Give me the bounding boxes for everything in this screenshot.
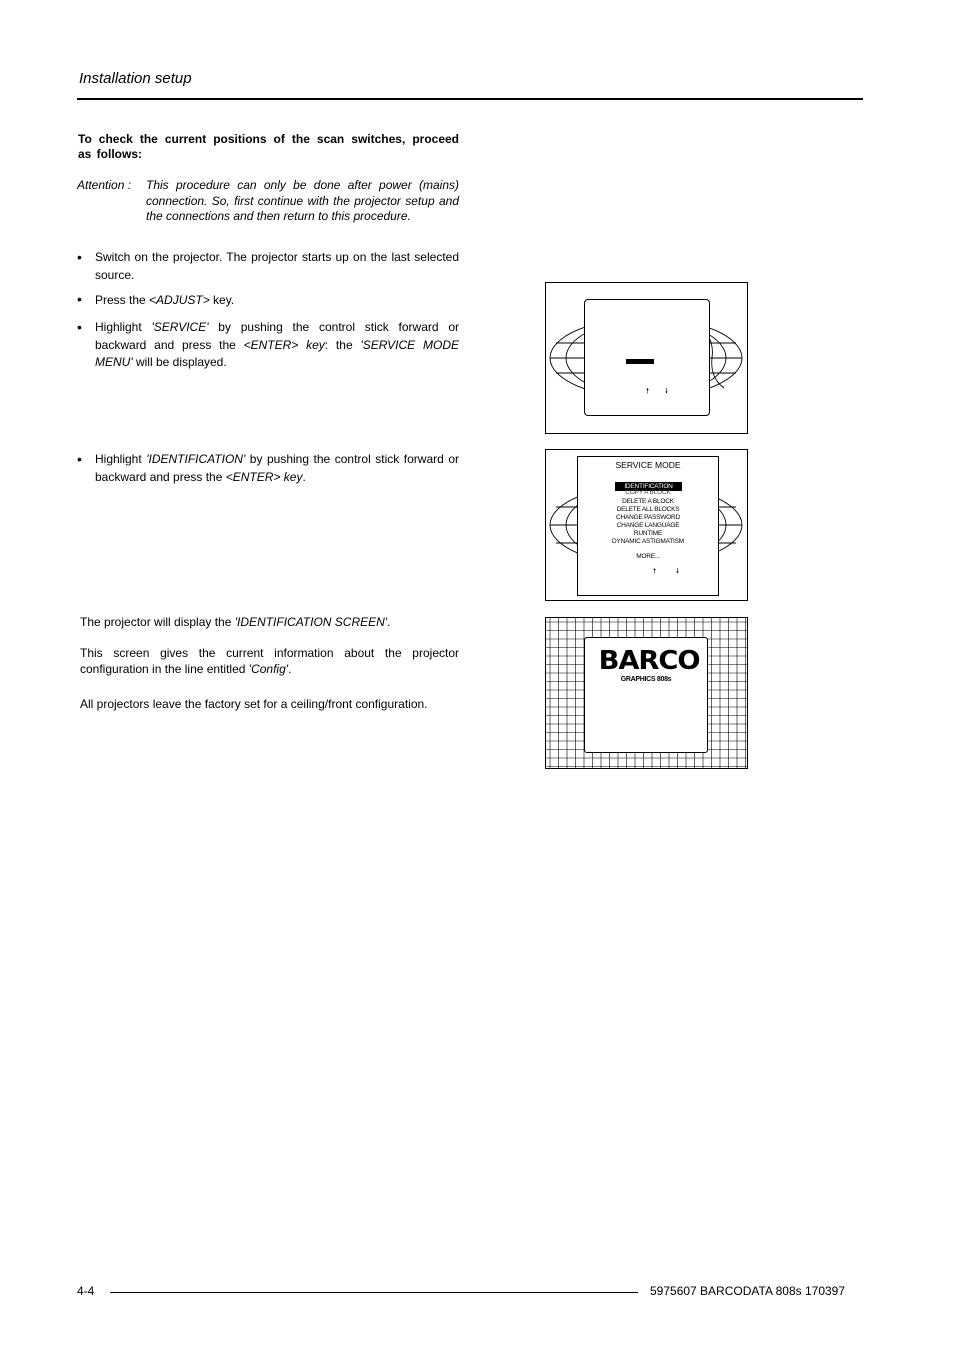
step-2-key: <ADJUST> xyxy=(149,293,210,307)
arrow-down-icon: 🠗 xyxy=(665,387,669,395)
step-3-key: <ENTER> key xyxy=(243,337,325,352)
attention-label: Attention : xyxy=(77,178,132,192)
step-2-text: Press the xyxy=(95,293,150,307)
step-3-menu: 'SERVICE MODE MENU' xyxy=(95,337,459,369)
paragraph-2-text: This screen gives the current information about the projector configuration in the line entitled xyxy=(80,646,459,676)
paragraph-2-text-end: . xyxy=(288,661,292,676)
service-mode-title: SERVICE MODE xyxy=(615,460,681,470)
bullet-icon: • xyxy=(77,451,82,467)
step-2-text-end: key. xyxy=(209,293,235,307)
step-4 xyxy=(95,451,459,486)
paragraph-3-text: All projectors leave the factory set for a ceiling/front configuration. xyxy=(80,697,428,711)
paragraph-3 xyxy=(80,697,459,713)
step-1-text: Switch on the projector. The projector starts up on the last selected source. xyxy=(95,250,459,282)
step-1 xyxy=(95,249,459,284)
menu-item-runtime[interactable]: RUNTIME xyxy=(633,530,663,537)
paragraph-1-text: The projector will display the xyxy=(80,615,235,629)
menu-item-delete-all-blocks[interactable]: DELETE ALL BLOCKS xyxy=(616,506,680,513)
menu-item-label: IDENTIFICATION xyxy=(624,483,673,490)
arrow-up-icon: 🠕 xyxy=(646,387,650,395)
menu-window xyxy=(584,299,710,416)
step-4-emph: 'IDENTIFICATION' xyxy=(146,452,246,466)
footer-document-id: 5975607 BARCODATA 808s 170397 xyxy=(650,1284,846,1298)
bullet-icon: • xyxy=(77,291,82,307)
figure-adjust-screen xyxy=(545,282,748,434)
paragraph-1-text-end: . xyxy=(387,615,391,629)
step-3-text-mid2: : the xyxy=(324,337,361,352)
menu-item-more[interactable]: MORE... xyxy=(636,553,660,560)
barco-logo: BARCO xyxy=(598,646,700,676)
step-3 xyxy=(95,319,459,372)
paragraph-1-emph: 'IDENTIFICATION SCREEN' xyxy=(234,615,388,629)
step-4-key: <ENTER> key xyxy=(225,469,303,484)
service-mode-window xyxy=(577,456,719,596)
page-header-title: Installation setup xyxy=(79,70,192,87)
figure-service-mode xyxy=(545,449,748,601)
menu-item-change-language[interactable]: CHANGE LANGUAGE xyxy=(616,522,680,529)
menu-item-delete-a-block[interactable]: DELETE A BLOCK xyxy=(622,498,674,505)
paragraph-1 xyxy=(80,615,459,631)
arrow-down-icon: 🠗 xyxy=(676,567,680,575)
step-3-text-end: will be displayed. xyxy=(132,355,227,369)
attention-text: This procedure can only be done after power (mains) connection. So, first continue with the projector setup and the connections and then return to this procedure. xyxy=(146,178,459,223)
highlight-bar xyxy=(626,359,654,364)
step-4-text-mid: by pushing the control stick forward or backward and press the xyxy=(95,452,459,484)
footer-rule xyxy=(110,1292,638,1293)
menu-item-dynamic-astigmatism[interactable]: DYNAMIC ASTIGMATISM xyxy=(612,538,684,545)
figure-identification-screen xyxy=(545,617,748,769)
bullet-icon: • xyxy=(77,249,82,265)
header-rule xyxy=(77,98,863,100)
footer-page-number: 4-4 xyxy=(77,1284,95,1298)
step-4-text-end: . xyxy=(302,469,306,484)
arrow-up-icon: 🠕 xyxy=(653,567,657,575)
menu-item-copy-a-block[interactable]: COPY A BLOCK xyxy=(625,489,671,496)
paragraph-2 xyxy=(80,646,459,677)
bullet-icon: • xyxy=(77,319,82,335)
identification-window xyxy=(584,637,708,753)
step-3-text-mid: by pushing the control stick forward or backward and press the xyxy=(95,320,459,352)
step-3-emph: 'SERVICE' xyxy=(151,320,209,334)
step-4-text: Highlight xyxy=(95,452,147,466)
menu-item-change-password[interactable]: CHANGE PASSWORD xyxy=(615,514,681,521)
intro-heading: To check the current positions of the scan switches, proceed as follows: xyxy=(78,132,459,161)
step-2 xyxy=(95,292,459,310)
step-3-text: Highlight xyxy=(95,320,152,334)
model-label: GRAPHICS 808s xyxy=(620,676,672,683)
paragraph-2-emph: 'Config' xyxy=(248,661,289,676)
